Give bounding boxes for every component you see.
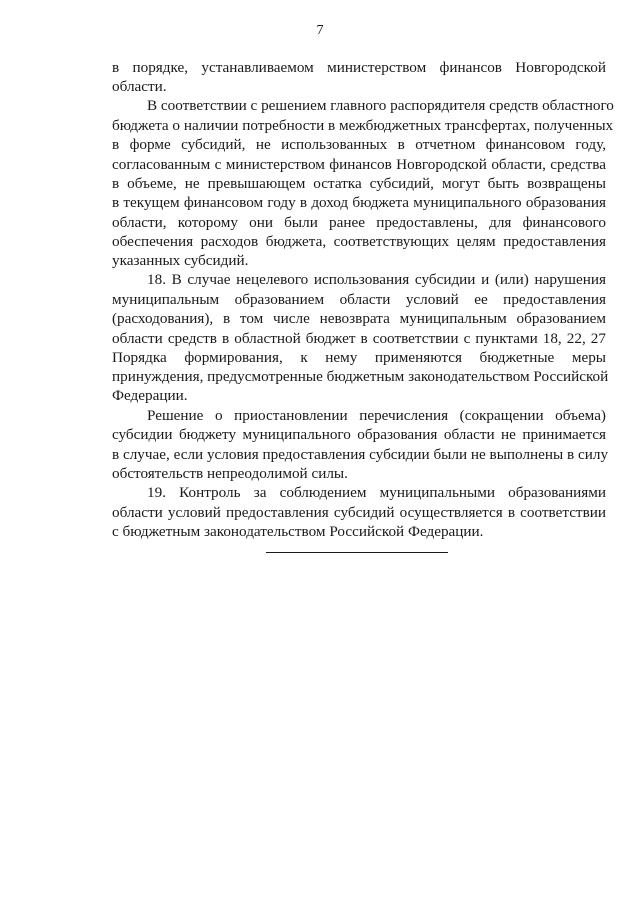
page-number: 7 bbox=[316, 23, 324, 38]
text-line: области, которому они были ранее предоставлены, для финансового bbox=[112, 214, 606, 231]
text-line: в порядке, устанавливаемом министерством финансов Новгородской bbox=[112, 59, 606, 76]
paragraph-first-line: 18. В случае нецелевого использования субсидии и (или) нарушения bbox=[147, 271, 606, 288]
text-line: области. bbox=[112, 78, 167, 95]
text-line: области условий предоставления субсидий осуществляется в соответствии bbox=[112, 504, 606, 521]
text-line: в объеме, не превышающем остатка субсидий, могут быть возвращены bbox=[112, 175, 606, 192]
text-line: указанных субсидий. bbox=[112, 252, 249, 269]
text-line: в форме субсидий, не использованных в отчетном финансовом году, bbox=[112, 136, 606, 153]
text-line: бюджета о наличии потребности в межбюджетных трансфертах, полученных bbox=[112, 117, 614, 134]
text-line: субсидии бюджету муниципального образования области не принимается bbox=[112, 426, 606, 443]
text-line: Федерации. bbox=[112, 387, 188, 404]
text-line: области средств в областной бюджет в соответствии с пунктами 18, 22, 27 bbox=[112, 330, 606, 347]
text-line: (расходования), в том числе невозврата муниципальным образованием bbox=[112, 310, 606, 327]
text-line: с бюджетным законодательством Российской Федерации. bbox=[112, 523, 484, 540]
text-line: в случае, если условия предоставления субсидии были не выполнены в силу bbox=[112, 446, 609, 463]
end-separator-line bbox=[266, 552, 448, 553]
paragraph-first-line: Решение о приостановлении перечисления (сокращении объема) bbox=[147, 407, 606, 424]
text-line: обеспечения расходов бюджета, соответствующих целям предоставления bbox=[112, 233, 606, 250]
text-line: в текущем финансовом году в доход бюджета муниципального образования bbox=[112, 194, 606, 211]
text-line: Порядка формирования, к нему применяются бюджетные меры bbox=[112, 349, 606, 366]
paragraph-first-line: В соответствии с решением главного распорядителя средств областного bbox=[147, 97, 614, 114]
text-line: обстоятельств непреодолимой силы. bbox=[112, 465, 348, 482]
text-line: муниципальным образованием области условий ее предоставления bbox=[112, 291, 606, 308]
text-line: принуждения, предусмотренные бюджетным законодательством Российской bbox=[112, 368, 609, 385]
text-line: согласованным с министерством финансов Новгородской области, средства bbox=[112, 156, 606, 173]
paragraph-first-line: 19. Контроль за соблюдением муниципальными образованиями bbox=[147, 484, 606, 501]
